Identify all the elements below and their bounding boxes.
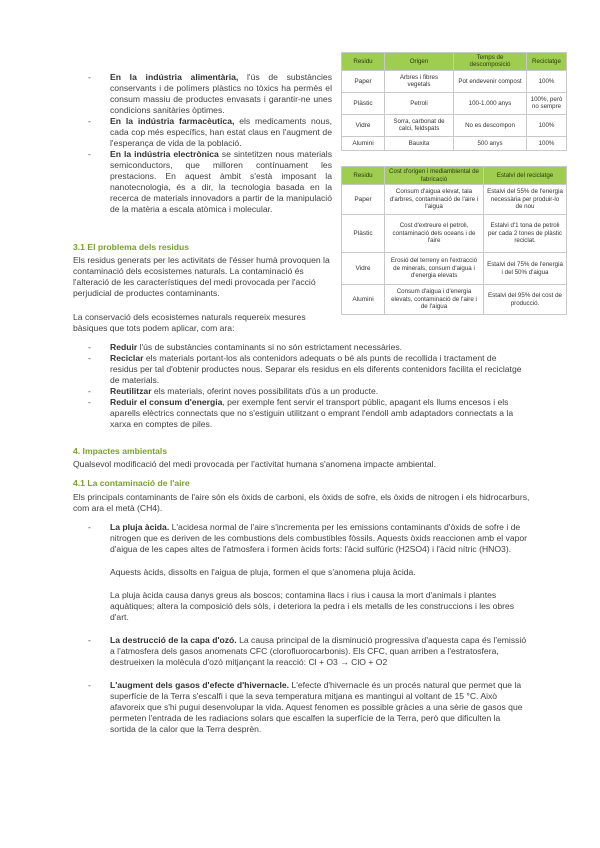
list-item-text: La causa principal de la disminució progressiva d'aquesta capa és l'emissió a l'atmosfera dels gasos anomenats CFC (clorofluorocarbonis). Els CFC, quan arriben a l'estratosfera, destrueixen la molècula d'ozó mitjançant la reacció: Cl + O3 → ClO + O2 [110,635,527,667]
intro-bullet-list [88,72,332,215]
table-cell: 500 anys [454,136,527,150]
paragraph: Els residus generats per les activitats de l'ésser humà provoquen la contaminació dels ecosistemes naturals. La contaminació és l'alteració de les característiques del medi provocada per l'acció perjudicial de productes contaminants. [73,255,330,298]
table-cell: 100-1.000 anys [454,92,527,114]
waste-cost-table [341,166,567,315]
table-row [342,215,567,253]
table-header-cell: Origen [385,53,454,71]
list-item-bold: L'augment dels gasos d'efecte d'hivernacle. [110,680,290,690]
table-header-cell: Temps de descomposició [454,53,527,71]
table-cell: Estalvi del 75% de l'energia i del 50% d'aigua [484,253,567,285]
paragraph: Qualsevol modificació del medi provocada per l'activitat humana s'anomena impacte ambiental. [73,459,436,469]
list-item: - Reduir l'ús de substàncies contaminants si no són estrictament necessàries. [88,342,403,352]
table-cell: Sorra, carbonat de calci, feldspats [385,114,454,136]
table-cell: 100% [527,70,567,92]
section-environmental-impacts [73,446,533,470]
table-cell: Plàstic [342,92,385,114]
table-cell: Estalvi d'1 tona de petroli per cada 2 tones de plàstic reciclat. [484,215,567,253]
list-item: - La pluja àcida. L'acidesa normal de l'aire s'incrementa per les emissions contaminants d'òxids de sofre i de nitrogen que es deriven de les combustions dels combustibles fòssils. Aquests òxids reaccionen amb el vapor d'aigua de les capes altes de l'atmosfera i formen àcids forts: l'àcid sulfúric (H2SO4) i l'àcid nítric (HNO3). Aquests àcids, dissolts en l'aigua de pluja, formen el que s'anomena pluja àcida. La pluja àcida causa danys greus als boscos; contamina llacs i rius i causa la mort d'animals i plantes aquàtiques; altera la composició dels sòls, i deteriora la pedra i els metalls de les construccions i les obres d'art. [88,522,528,622]
list-item-text: l'ús de substàncies conservants i de polímers plàstics no tòxics ha permès el consum massiu de productes envasats i garantir-ne unes condicions sanitàries òptimes. [110,72,332,115]
paragraph: La pluja àcida causa danys greus als boscos; contamina llacs i rius i causa la mort d'animals i plantes aquàtiques; altera la composició dels sòls, i deteriora la pedra i els metalls de les construccions i les obres d'art. [110,590,515,622]
table-cell: Plàstic [342,215,385,253]
list-item: - Reutilitzar els materials, oferint noves possibilitats d'ús a un producte. [88,386,379,396]
list-item: - En la indústria electrònica se sintetitzen nous materials semiconductors, que milloren contínuament les prestacions. En aquest àmbit s'està imposant la nanotecnologia, és a dir, la tecnologia basada en la recerca de materials innovadors a partir de la manipulació de la matèria a escala atòmica i molecular. [88,149,332,214]
table-cell: Estalvi del 95% del cost de producció. [484,285,567,315]
table-cell: Arbres i fibres vegetals [385,70,454,92]
section-heading: 4.1 La contaminació de l'aire [73,478,190,488]
table-cell: Consum d'aigua i d'energia elevats, contaminació de l'aire i de l'aigua [385,285,484,315]
paragraph: Els principals contaminants de l'aire són els òxids de carboni, els òxids de sofre, els òxids de nitrogen i els hidrocarburs, com ara el metà (CH4). [73,492,530,513]
table-cell: 100%, però no sempre [527,92,567,114]
table-cell: Bauxita [385,136,454,150]
table-header-cell: Residu [342,167,385,185]
table-cell: Vidre [342,253,385,285]
list-item-bold: En la indústria alimentària, [110,72,239,82]
table-cell: Alumini [342,285,385,315]
measures-list [88,342,526,430]
list-item: - Reciclar els materials portant-los als contenidors adequats o bé als punts de recollida i tractament de residus per tal d'obtenir productes nous. Separar els residus en els diferents contenidors facilita el reciclatge de materials. [88,353,522,385]
table-header-cell: Reciclatge [527,53,567,71]
list-item-bold: Reutilitzar [110,386,152,396]
list-item-bold: En la indústria farmacèutica, [110,116,235,126]
table-cell: Cost d'extreure el petroli, contaminació dels oceans i de l'aire [385,215,484,253]
table-cell: Estalvi del 55% de l'energia necessària per produir-lo de nou [484,185,567,215]
table-cell: Erosió del terreny en l'extracció de minerals, consum d'aigua i d'energia elevats [385,253,484,285]
section-heading: 3.1 El problema dels residus [73,242,190,252]
table-row [342,92,567,114]
table-cell: Pot endevenir compost [454,70,527,92]
table-cell: Paper [342,70,385,92]
section-waste-problem [73,242,335,334]
list-item-bold: La destrucció de la capa d'ozó. [110,635,237,645]
list-item-bold: Reciclar [110,353,144,363]
list-item-text: els medicaments nous, cada cop més específics, han estat claus en l'augment de l'esperança de vida de la població. [110,116,333,148]
table-cell: No es descompon [454,114,527,136]
air-pollution-list [88,522,528,735]
section-heading: 4. Impactes ambientals [73,446,168,456]
table-cell: Alumini [342,136,385,150]
list-item-text: els materials portant-los als contenidors adequats o bé als punts de recollida i tractament de residus per tal d'obtenir productes nous. Separar els residus en els diferents contenidors facilita el reciclatge de materials. [110,353,522,385]
table-header-cell: Residu [342,53,385,71]
table-row [342,253,567,285]
table-row [342,114,567,136]
table-cell: Vidre [342,114,385,136]
list-item-bold: Reduir el consum d'energia [110,397,223,407]
paragraph: La conservació dels ecosistemes naturals requereix mesures bàsiques que tots podem aplicar, com ara: [73,312,306,333]
table-header-cell: Estalvi del reciclatge [484,167,567,185]
list-item-text: l'ús de substàncies contaminants si no són estrictament necessàries. [137,342,403,352]
list-item-bold: Reduir [110,342,138,352]
paragraph: Aquests àcids, dissolts en l'aigua de pluja, formen el que s'anomena pluja àcida. [110,567,416,577]
table-header-cell: Cost d'origen i mediambiental de fabricació [385,167,484,185]
list-item-bold: En la indústria electrònica [110,149,219,159]
list-item-bold: La pluja àcida. [110,522,170,532]
list-item-text: L'efecte d'hivernacle és un procés natural que permet que la superfície de la Terra s'escalfi i que la seva temperatura mitjana es mantingui al voltant de 15 °C. Això afavoreix que s'hi pugui desenvolupar la vida. Aquest fenomen es possible gràcies a una sèrie de gasos que permeten l'entrada de les radiacions solars que escalfen la superfície de la Terra, però que dificulten la sortida de la calor que la Terra desprèn. [110,680,523,734]
list-item: - Reduir el consum d'energia, per exemple fent servir el transport públic, apagant els llums encesos i els aparells elèctrics connectats que no s'estiguin utilitzant o emprant l'endoll amb adaptadors connectats a la xarxa en comptes de piles. [88,397,514,429]
table-cell: Paper [342,185,385,215]
list-item: - En la indústria farmacèutica, els medicaments nous, cada cop més específics, han estat claus en l'augment de l'esperança de vida de la població. [88,116,333,148]
list-item-text: L'acidesa normal de l'aire s'incrementa per les emissions contaminants d'òxids de sofre i de nitrogen que es deriven de les combustions dels combustibles fòssils. Aquests òxids reaccionen amb el vapor d'aigua de les capes altes de l'atmosfera i formen àcids forts: l'àcid sulfúric (H2SO4) i l'àcid nítric (HNO3). [110,522,528,554]
table-row [342,136,567,150]
list-item: - L'augment dels gasos d'efecte d'hivernacle. L'efecte d'hivernacle és un procés natural que permet que la superfície de la Terra s'escalfi i que la seva temperatura mitjana es mantingui al voltant de 15 °C. Això afavoreix que s'hi pugui desenvolupar la vida. Aquest fenomen es possible gràcies a una sèrie de gasos que permeten l'entrada de les radiacions solars que escalfen la superfície de la Terra, però que dificulten la sortida de la calor que la Terra desprèn. [88,680,523,734]
table-row [342,285,567,315]
list-item: - En la indústria alimentària, l'ús de substàncies conservants i de polímers plàstics no tòxics ha permès el consum massiu de productes envasats i garantir-ne unes condicions sanitàries òptimes. [88,72,332,115]
waste-origin-table [341,52,567,151]
list-item-text: se sintetitzen nous materials semiconductors, que milloren contínuament les prestacions. En aquest àmbit s'està imposant la nanotecnologia, és a dir, la tecnologia basada en la recerca de materials innovadors a partir de la manipulació de la matèria a escala atòmica i molecular. [110,149,332,214]
list-item-text: els materials, oferint noves possibilitats d'ús a un producte. [151,386,379,396]
table-cell: Consum d'aigua elevat, tala d'arbres, contaminació de l'aire i l'aigua [385,185,484,215]
table-cell: 100% [527,114,567,136]
table-header-row [342,53,567,71]
table-row [342,70,567,92]
section-air-pollution [73,478,533,514]
table-header-row [342,167,567,185]
list-item-text: , per exemple fent servir el transport públic, apagant els llums encesos i els aparells elèctrics connectats que no s'estiguin utilitzant o emprant l'endoll amb adaptadors connectats a la xarxa en comptes de piles. [110,397,514,429]
table-cell: 100% [527,136,567,150]
list-item: - La destrucció de la capa d'ozó. La causa principal de la disminució progressiva d'aquesta capa és l'emissió a l'atmosfera dels gasos anomenats CFC (clorofluorocarbonis). Els CFC, quan arriben a l'estratosfera, destrueixen la molècula d'ozó mitjançant la reacció: Cl + O3 → ClO + O2 [88,635,527,667]
table-row [342,185,567,215]
table-cell: Petroli [385,92,454,114]
